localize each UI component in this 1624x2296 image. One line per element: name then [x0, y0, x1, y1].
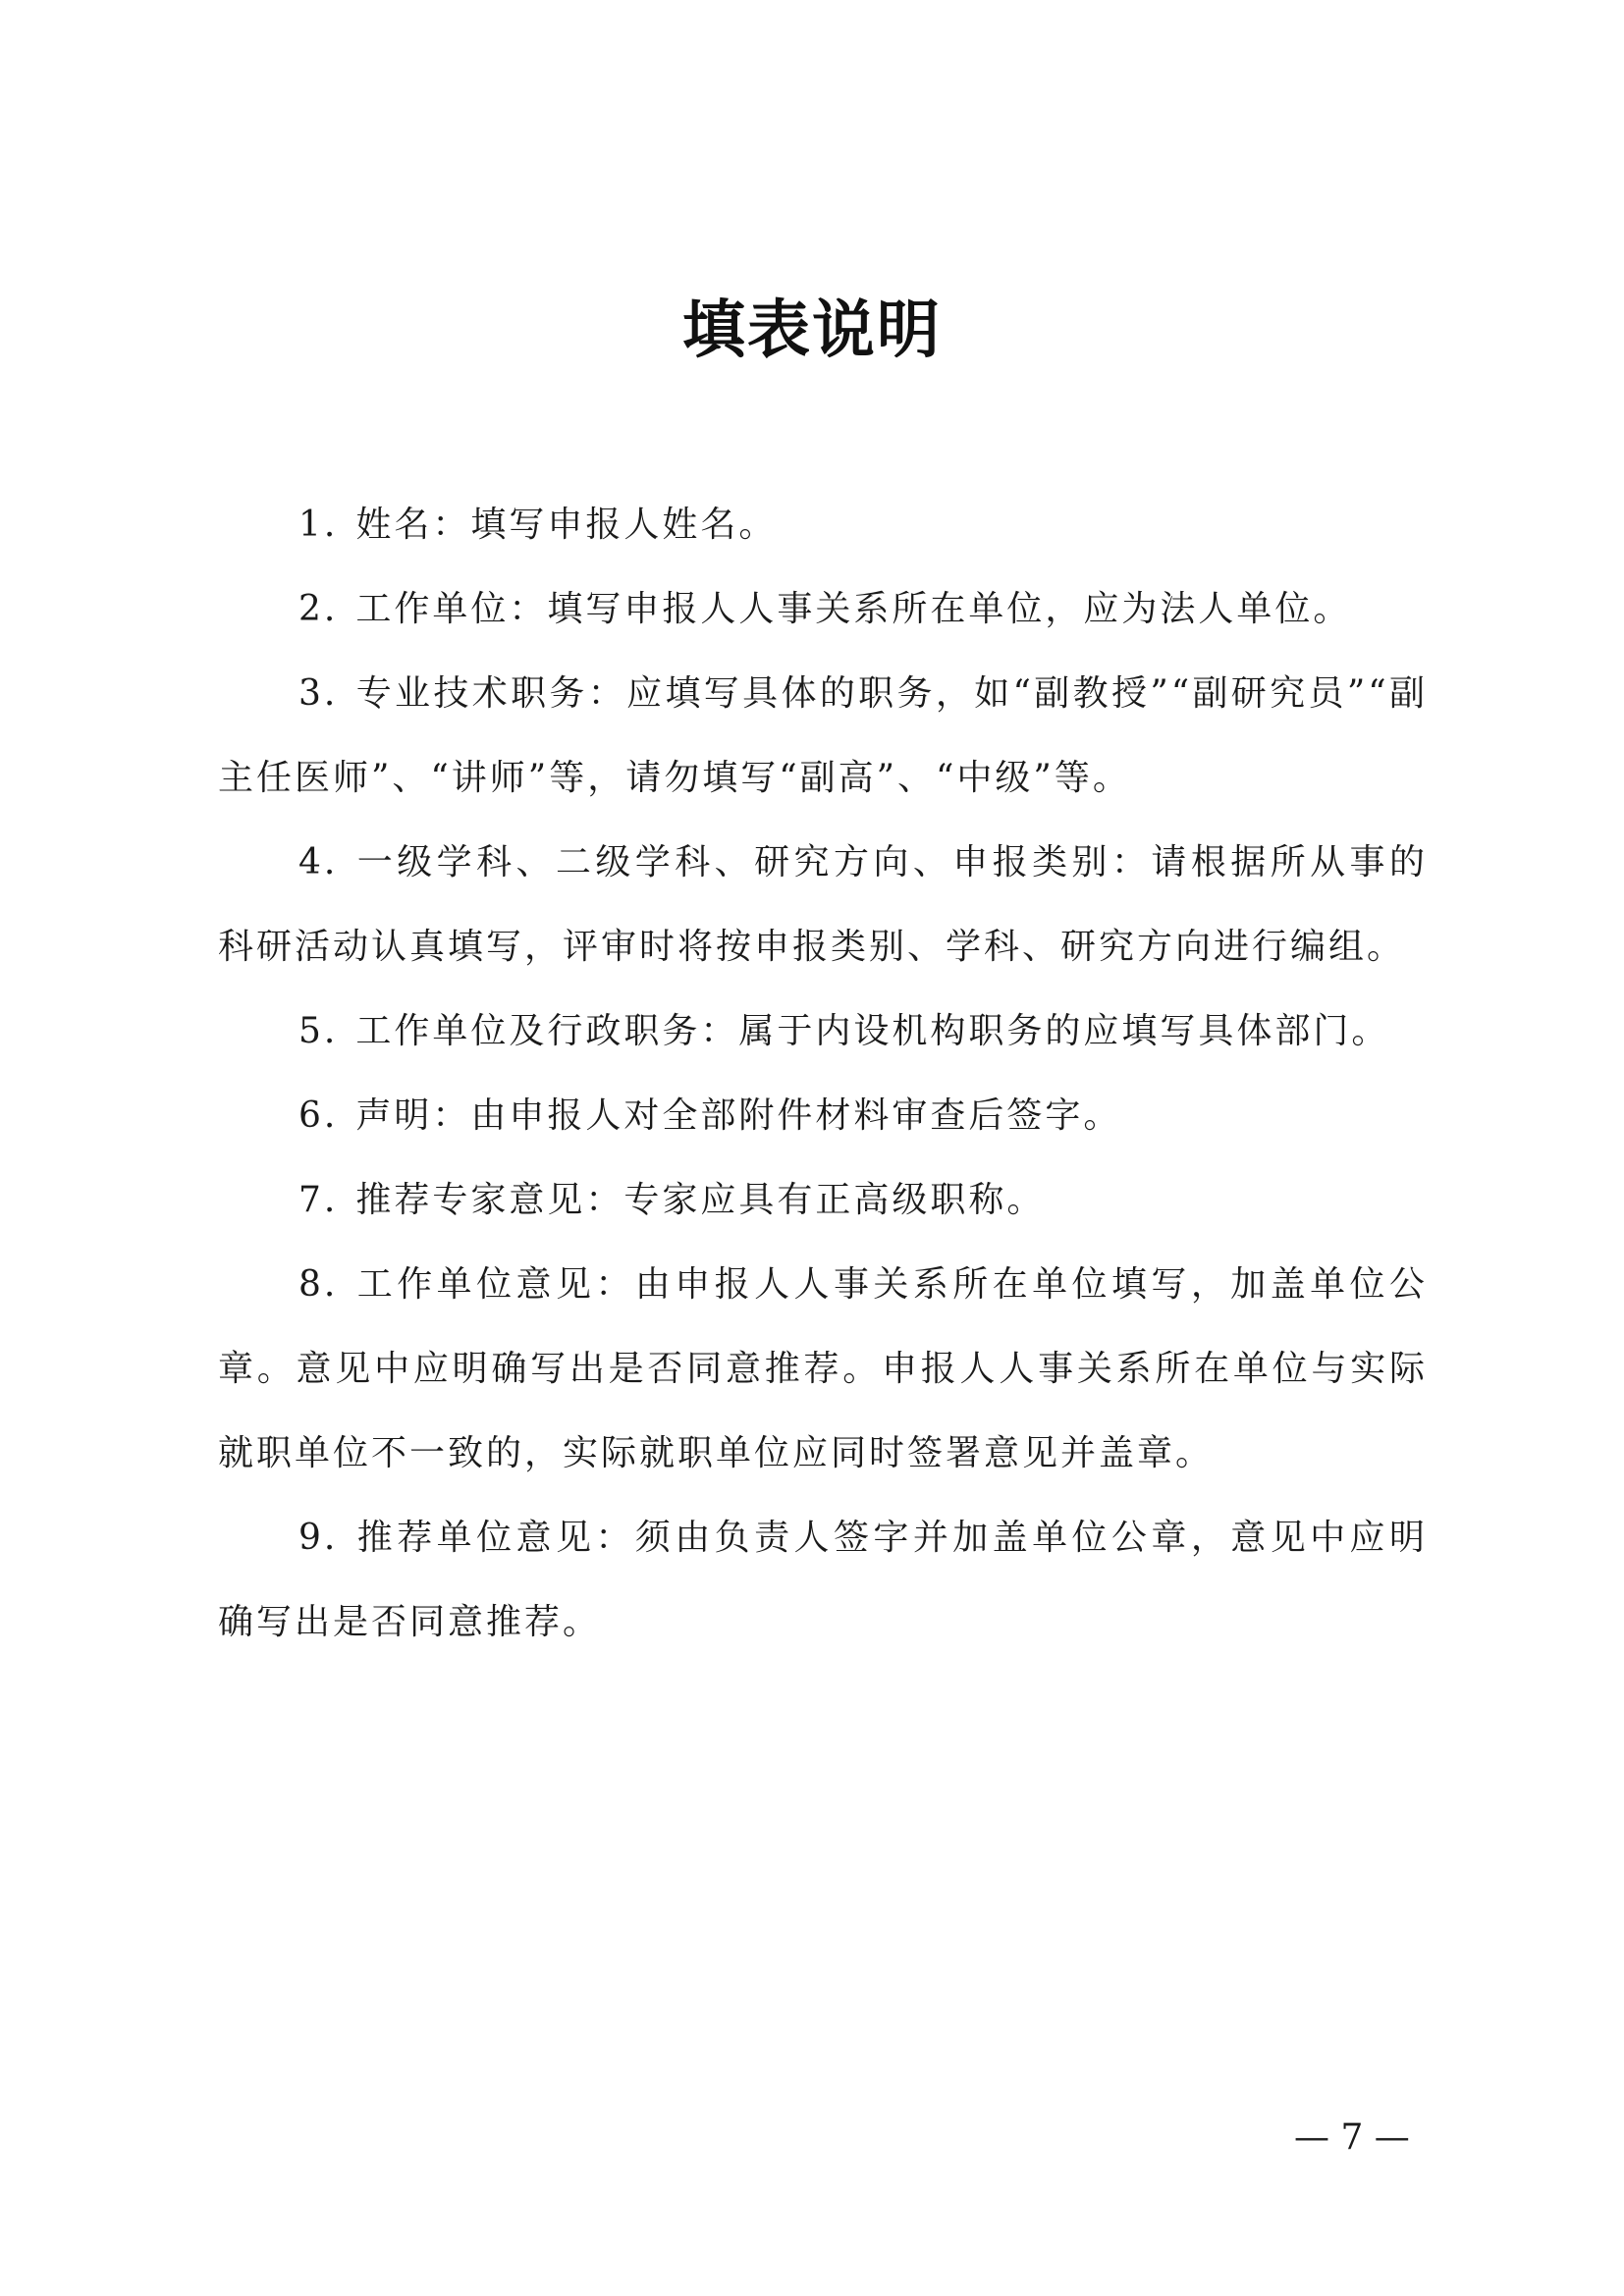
- instruction-text: 姓名：填写申报人姓名。: [355, 505, 778, 545]
- instruction-text: 声明：由申报人对全部附件材料审查后签字。: [355, 1095, 1122, 1136]
- instruction-item-2: [218, 567, 1428, 652]
- instruction-number: 3.: [298, 673, 339, 714]
- instruction-number: 4.: [298, 842, 339, 882]
- instruction-item-8: [218, 1243, 1428, 1496]
- instruction-number: 9.: [298, 1518, 339, 1558]
- instruction-item-1: [218, 483, 1428, 567]
- instruction-item-6: [218, 1074, 1428, 1158]
- page-number: — 7 —: [1294, 2117, 1410, 2158]
- instruction-number: 7.: [298, 1180, 339, 1220]
- instruction-text: 专业技术职务：应填写具体的职务，如“副教授”“副研究员”“副主任医师”、“讲师”等，请勿填写“副高”、“中级”等。: [218, 673, 1428, 798]
- instruction-text: 工作单位及行政职务：属于内设机构职务的应填写具体部门。: [355, 1011, 1390, 1051]
- instruction-item-5: [218, 989, 1428, 1074]
- instruction-text: 工作单位意见：由申报人人事关系所在单位填写，加盖单位公章。意见中应明确写出是否同意推荐。申报人人事关系所在单位与实际就职单位不一致的，实际就职单位应同时签署意见并盖章。: [218, 1264, 1428, 1473]
- instruction-number: 8.: [298, 1264, 339, 1305]
- instruction-number: 6.: [298, 1095, 339, 1136]
- instruction-item-9: [218, 1496, 1428, 1665]
- instruction-list: [218, 483, 1428, 1665]
- instruction-text: 推荐专家意见：专家应具有正高级职称。: [355, 1180, 1046, 1220]
- instruction-item-7: [218, 1158, 1428, 1243]
- instruction-text: 推荐单位意见：须由负责人签字并加盖单位公章，意见中应明确写出是否同意推荐。: [218, 1518, 1428, 1642]
- instruction-text: 一级学科、二级学科、研究方向、申报类别：请根据所从事的科研活动认真填写，评审时将按申报类别、学科、研究方向进行编组。: [218, 842, 1428, 967]
- instruction-number: 1.: [298, 505, 339, 545]
- instruction-item-3: [218, 652, 1428, 821]
- instruction-text: 工作单位：填写申报人人事关系所在单位，应为法人单位。: [355, 589, 1352, 629]
- instruction-number: 2.: [298, 589, 339, 629]
- instruction-number: 5.: [298, 1011, 339, 1051]
- instruction-item-4: [218, 821, 1428, 989]
- page-title: 填表说明: [682, 294, 942, 367]
